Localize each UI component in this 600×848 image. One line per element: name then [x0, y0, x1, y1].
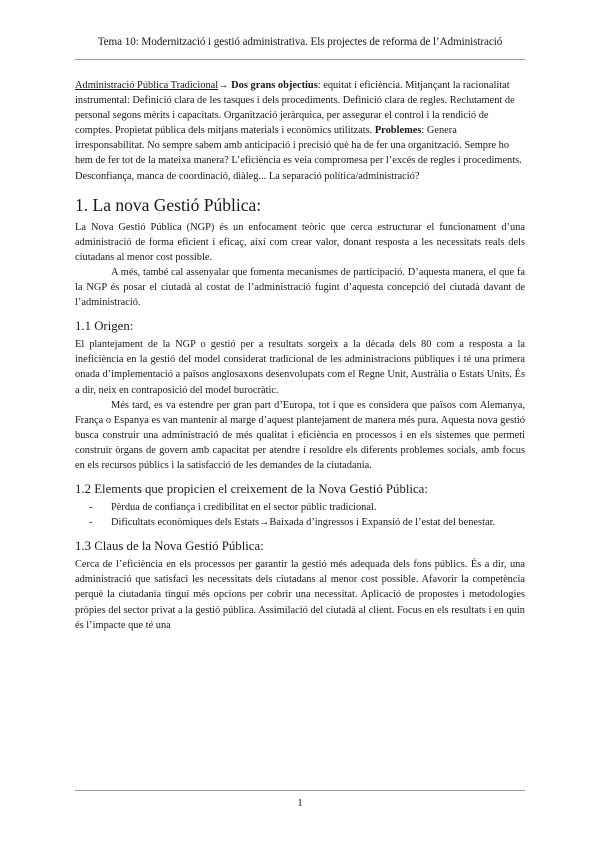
list-item-text: Dificultats econòmiques dels Estats→Baixada d’ingressos i Expansió de l’estat del benestar. [111, 517, 496, 529]
section-1-2-list [75, 500, 525, 530]
section-1-3-heading: 1.3 Claus de la Nova Gestió Pública: [75, 539, 264, 554]
section-1-1-paragraph-1: El plantejament de la NGP o gestió per a resultats sorgeix a la dècada dels 80 com a resposta a la ineficiència en la gestió del model considerat tradicional de les administracions públiques i té una primera onada d’implementació a països anglosaxons desenvolupats com el Regne Unit, Austràlia o Estats Units. És a dir, neix en contraposició del model burocràtic. [75, 339, 525, 396]
problems-text: : Genera irresponsabilitat. No sempre sabem amb anticipació i precisió què ha de fer una organització. Sempre ho hem de fer tot de la mateixa manera? L’eficiència es veia compromesa per l’excés de regles i procediments. Desconfiança, manca de coordinació, diàleg... La separació política/administració? [75, 125, 522, 182]
running-header: Tema 10: Modernització i gestió administrativa. Els projectes de reforma de l’Administració [97, 36, 503, 48]
objectives-text: : equitat i eficiència. Mitjançant la racionalitat instrumental: Definició clara de les tasques i dels procediments. Definició clara de regles. Reclutament de personal segons mèrits i capacitats. Organització jeràrquica, per assegurar el control i la rendició de comptes. Propietat pública dels mitjans materials i econòmics utilitzats. [75, 80, 515, 137]
section-1-3-paragraph-1: Cerca de l’eficiència en els processos per garantir la gestió més adequada dels fons públics. És a dir, una administració que satisfaci les necessitats dels ciutadans al menor cost possible. Afavorir la competència perquè la ciutadania tingui més opcions per cobrir una necessitat. Aplicació de propostes i metodologies pròpies del sector privat a la gestió pública. Assimilació del ciutadà al client. Focus en els resultats i en quin és l’impacte que té una [75, 559, 525, 631]
list-item [89, 500, 525, 515]
problems-label: Problemes [374, 125, 422, 137]
objectives-label: Dos grans objectius [231, 80, 318, 91]
page-number: 1 [297, 797, 303, 809]
intro-paragraph [75, 78, 525, 184]
footer-rule [75, 790, 525, 791]
list-dash: - [89, 517, 93, 529]
intro-arrow: → [218, 80, 232, 91]
section-1-paragraph-1: La Nova Gestió Pública (NGP) és un enfocament teòric que cerca estructurar el funcionament d’una administració de forma eficient i eficaç, així com crear valor, donant resposta a les necessitats reals dels ciutadans al menor cost possible. [75, 221, 525, 263]
section-1-2-heading: 1.2 Elements que propicien el creixement de la Nova Gestió Pública: [75, 482, 428, 497]
page-content [75, 78, 525, 633]
list-item-text: Pèrdua de confiança i credibilitat en el sector públic tradicional. [111, 502, 377, 514]
intro-term: Administració Pública Tradicional [75, 80, 219, 91]
section-1-heading: 1. La nova Gestió Pública: [75, 194, 262, 215]
section-1-1-paragraph-2: Més tard, es va estendre per gran part d’Europa, tot i que es considera que països com Alemanya, França o Espanya es van mantenir al marge d’aquest plantejament de manera més pura. Aquesta nova gestió busca construir una administració de més qualitat i eficiència en processos i en els sistemes que permeti construir òrgans de govern amb capacitat per atendre i resoldre els diferents problemes socials, amb focus en els recursos públics i la satisfacció de les demandes de la ciutadania. [75, 399, 525, 471]
section-1-1-heading: 1.1 Origen: [75, 319, 134, 334]
section-1-paragraph-2: A més, també cal assenyalar que fomenta mecanismes de participació. D’aquesta manera, el que fa la NGP és posar el ciutadà al costat de l’administració fugint d’aquesta concepció del ciutadà davant de l’administració. [75, 266, 525, 309]
header-rule [75, 59, 525, 60]
list-dash: - [89, 502, 93, 514]
list-item [89, 515, 525, 530]
